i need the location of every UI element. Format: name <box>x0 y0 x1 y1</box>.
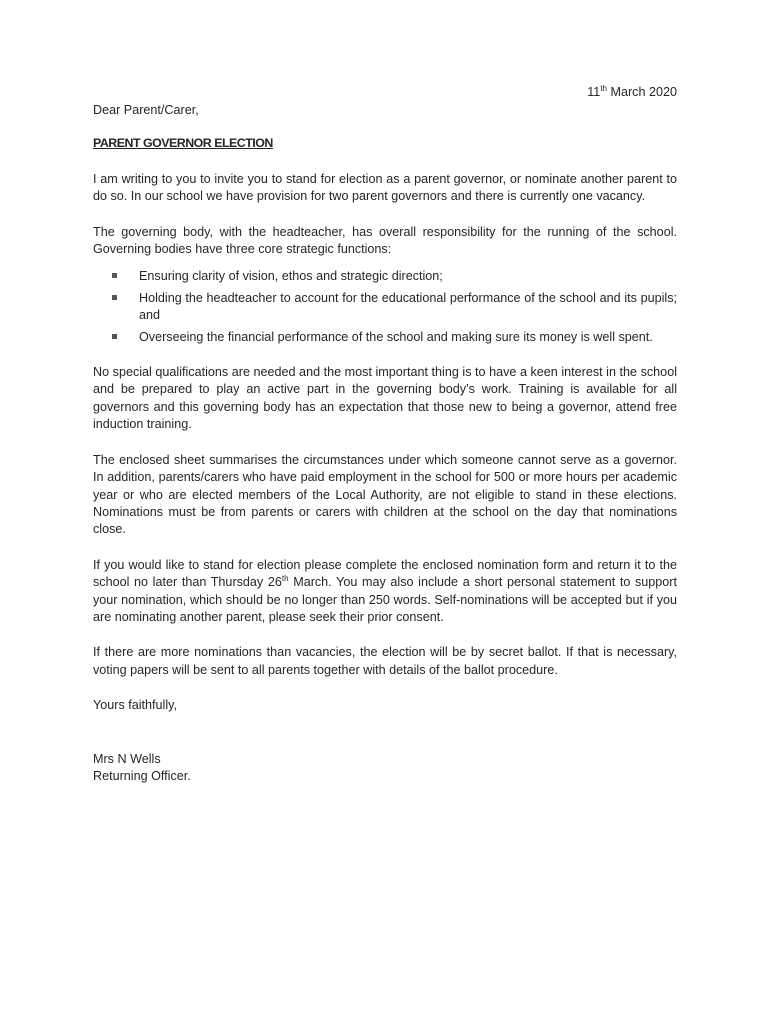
signature-block <box>93 751 677 786</box>
square-bullet-icon <box>112 273 117 278</box>
square-bullet-icon <box>112 295 117 300</box>
paragraph-governing-body: The governing body, with the headteacher, has overall responsibility for the running of the school. Governing bodies have three core strategic functions: <box>93 224 677 257</box>
list-item <box>93 329 677 346</box>
list-item <box>93 268 677 285</box>
letter-heading: PARENT GOVERNOR ELECTION <box>93 136 273 151</box>
list-item-text: Overseeing the financial performance of the school and making sure its money is well spent. <box>139 329 653 344</box>
list-item <box>93 290 677 325</box>
date-rest: March 2020 <box>606 85 677 99</box>
signatory-title: Returning Officer. <box>93 768 191 783</box>
list-item-text: Holding the headteacher to account for the educational performance of the school and its pupils; and <box>139 290 677 323</box>
date-suffix: th <box>600 83 607 93</box>
list-item-text: Ensuring clarity of vision, ethos and strategic direction; <box>139 269 443 284</box>
paragraph-invitation: I am writing to you to invite you to stand for election as a parent governor, or nominate another parent to do so. In our school we have provision for two parent governors and there is currently one vacancy. <box>93 171 677 204</box>
paragraph-qualifications: No special qualifications are needed and the most important thing is to have a keen interest in the school and be prepared to play an active part in the governing body’s work. Training is available for all governors and this governing body has an expectation that those new to being a governor, attend free induction training. <box>93 365 677 432</box>
letter-page <box>93 84 677 785</box>
closing-line: Yours faithfully, <box>93 698 178 713</box>
date-day: 11 <box>587 85 601 99</box>
nomination-date-suffix: th <box>281 573 289 583</box>
square-bullet-icon <box>112 334 117 339</box>
core-functions-list <box>93 268 677 346</box>
paragraph-nomination <box>93 557 677 627</box>
nomination-text-end: March. You may also include a short personal statement to support your nomination, which should be no longer than 250 words. Self-nominations will be accepted but if you are nominating another parent, please seek their prior consent. <box>93 575 677 624</box>
paragraph-ballot: If there are more nominations than vacancies, the election will be by secret ballot. If that is necessary, voting papers will be sent to all parents together with details of the ballot procedure. <box>93 645 677 677</box>
letter-date <box>93 84 677 102</box>
nomination-text-start: If you would like to stand for election please complete the enclosed nomination form and return it to the school no later than Thursday 26 <box>93 557 677 590</box>
paragraph-eligibility: The enclosed sheet summarises the circumstances under which someone cannot serve as a governor. In addition, parents/carers who have paid employment in the school for 500 or more hours per academic year or who are elected members of the Local Authority, are not eligible to stand in these elections. Nominations must be from parents or carers with children at the school on the day that nominations close. <box>93 452 677 537</box>
salutation: Dear Parent/Carer, <box>93 103 199 117</box>
signatory-name: Mrs N Wells <box>93 751 161 766</box>
